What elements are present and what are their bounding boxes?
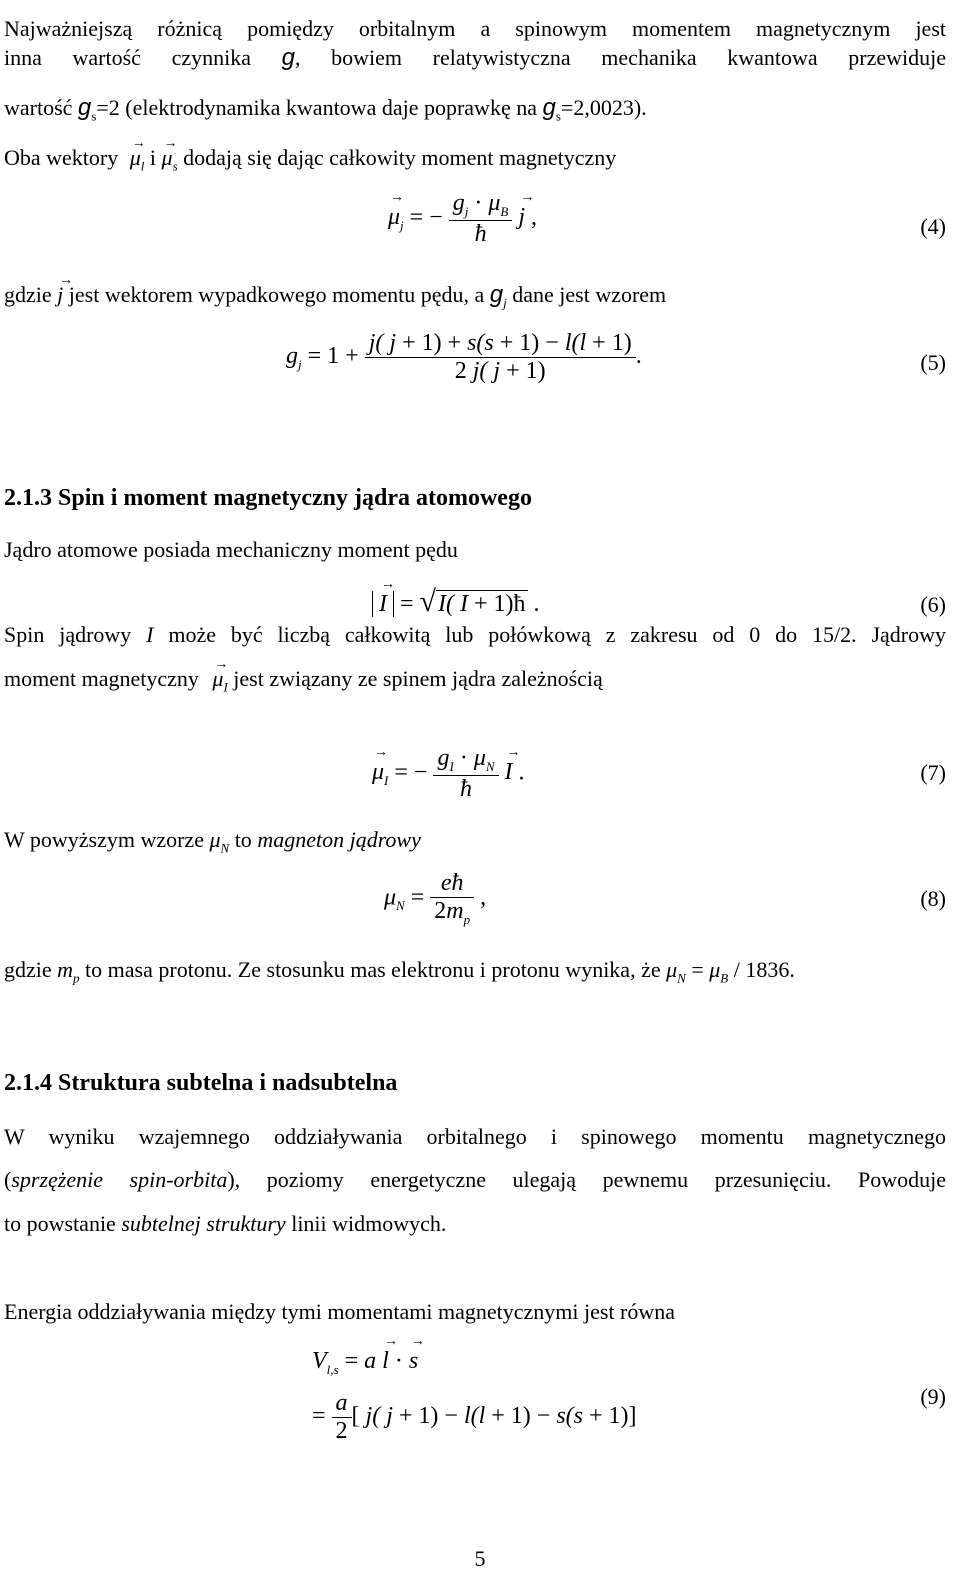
equation-4-number: (4): [920, 214, 946, 239]
equation-7: → $\mu_I$ = − $\frac{g_I \cdot \mu_N}{ħ}$ → I .: [372, 745, 525, 803]
section-heading-2-1-3: 2.1.3 Spin i moment magnetyczny jądra atomowego: [4, 485, 532, 511]
section-2-1-3-intro: Jądro atomowe posiada mechaniczny moment pędu: [4, 537, 458, 562]
equation-8: $\mu_N$ = $\frac{eħ}{2m_p}$ ,: [384, 870, 487, 927]
paragraph-4: W powyższym wzorze $\mu_N$ to magneton jądrowy: [4, 827, 421, 856]
equation-6: → I = √I( I + 1)ħ .: [372, 585, 540, 619]
equation-9-number: (9): [920, 1384, 946, 1409]
equation-6-number: (6): [920, 592, 946, 617]
equation-7-number: (7): [920, 760, 946, 785]
equation-5: $g_j = 1$ + $\frac{j( j + 1) + s(s + 1) - l(l + 1)}{2 j( j + 1)}$ .: [286, 330, 642, 384]
equation-5-number: (5): [920, 350, 946, 375]
paragraph-1-line-2: inna wartość czynnika g, bowiem relatywistyczna mechanika kwantowa przewiduje: [4, 44, 946, 71]
paragraph-5: gdzie $m_p$ to masa protonu. Ze stosunku mas elektronu i protonu wynika, że $\mu_N = \mu_B / 1836$.: [4, 957, 795, 986]
paragraph-1-line-4: Oba wektory → $\mu_l$ $i \to \mu_s$ dodają się dając całkowity moment magnetyczny: [4, 143, 616, 181]
section-2-1-4-line-3: to powstanie subtelnej struktury linii widmowych.: [4, 1211, 447, 1236]
paragraph-3-line-1: Spin jądrowy I może być liczbą całkowitą lub połówkową z zakresu od 0 do 15/2. Jądrowy: [4, 622, 946, 647]
equation-9-line-1: $V_{l,s} = a \to l$ · → s: [312, 1348, 418, 1378]
section-2-1-4-line-1: W wyniku wzajemnego oddziaływania orbitalnego i spinowego momentu magnetycznego: [4, 1124, 946, 1149]
paragraph-3-line-2: moment magnetyczny → $\mu_I$ jest związany ze spinem jądra zależnością: [4, 664, 603, 702]
section-2-1-4-line-4: Energia oddziaływania między tymi momentami magnetycznymi jest równa: [4, 1299, 676, 1324]
paragraph-1-line-1: Najważniejszą różnicą pomiędzy orbitalnym a spinowym momentem magnetycznym jest: [4, 16, 946, 41]
section-heading-2-1-4: 2.1.4 Struktura subtelna i nadsubtelna: [4, 1070, 398, 1096]
section-2-1-4-line-2: (sprzężenie spin-orbita), poziomy energetyczne ulegają pewnemu przesunięciu. Powoduje: [4, 1167, 946, 1192]
page-number: 5: [474, 1546, 486, 1571]
equation-9-line-2: = $\frac{a}{2}$ [ j( j + 1) − l(l + 1) − s(s + 1)]: [312, 1390, 637, 1444]
paragraph-1-line-3: wartość $g_s=2$ (elektrodynamika kwantowa daje poprawkę na $g_s=2,0023$).: [4, 94, 647, 124]
equation-8-number: (8): [920, 886, 946, 911]
paragraph-2: gdzie → j jest wektorem wypadkowego momentu pędu, a $g_j$ dane jest wzorem: [4, 280, 666, 318]
equation-4: → $\mu_j$ = − $\frac{g_j \cdot \mu_B}{ħ}$ → j ,: [388, 190, 537, 248]
